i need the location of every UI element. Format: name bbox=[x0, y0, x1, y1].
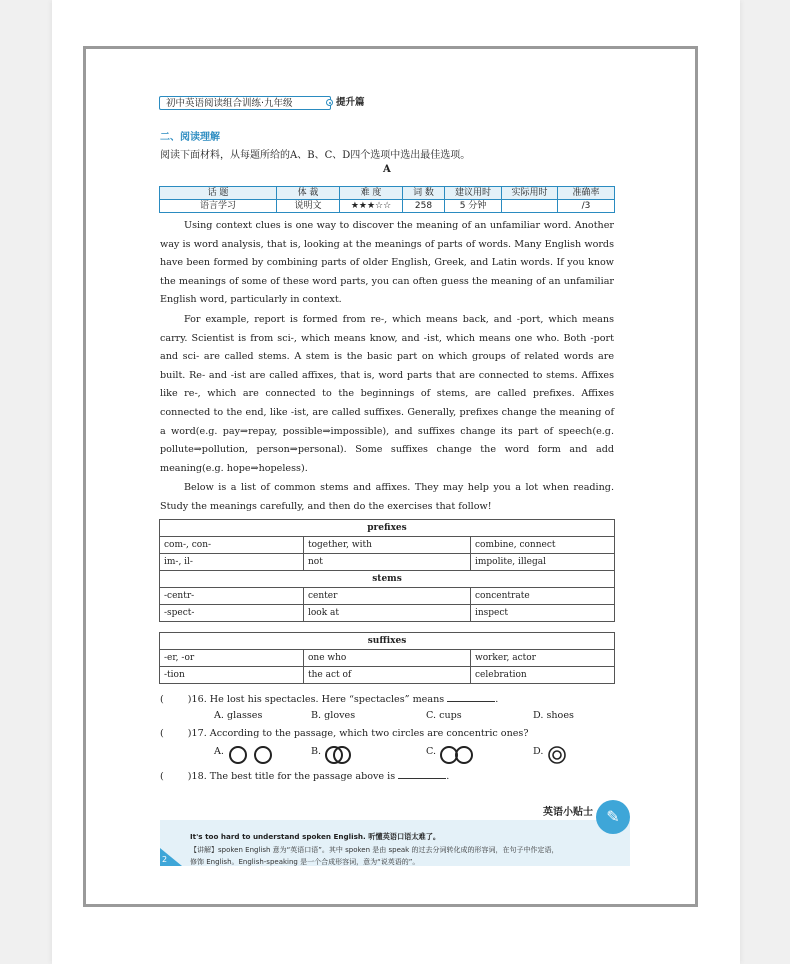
question-text: 18. The best title for the passage above is bbox=[191, 771, 396, 782]
question-16 bbox=[160, 692, 498, 705]
page-number: 2 bbox=[162, 855, 168, 864]
concentric-circles-icon bbox=[547, 745, 567, 765]
table-cell: impolite, illegal bbox=[471, 554, 615, 571]
table-cell: concentrate bbox=[471, 588, 615, 605]
info-value: /3 bbox=[558, 200, 615, 213]
answer-bracket-open[interactable]: ( bbox=[160, 728, 164, 739]
info-header: 难 度 bbox=[340, 187, 403, 200]
stems-title: stems bbox=[160, 571, 615, 588]
level-label: 提升篇 bbox=[336, 97, 365, 108]
touching-circles-icon bbox=[439, 745, 475, 765]
question-text: 16. He lost his spectacles. Here “spectacles” means bbox=[191, 694, 445, 705]
answer-blank[interactable] bbox=[398, 769, 446, 779]
question-end: . bbox=[446, 771, 450, 782]
option-d[interactable]: D. shoes bbox=[533, 710, 574, 721]
info-table bbox=[159, 186, 615, 213]
question-17 bbox=[160, 728, 529, 739]
option-d[interactable]: D. bbox=[533, 746, 544, 757]
table-cell: -er, -or bbox=[160, 650, 304, 667]
answer-bracket-open[interactable]: ( bbox=[160, 694, 164, 705]
info-header: 词 数 bbox=[403, 187, 445, 200]
header-dot-icon bbox=[326, 99, 333, 106]
passage-label: A bbox=[383, 164, 391, 175]
question-text: 17. According to the passage, which two circles are concentric ones? bbox=[191, 728, 529, 739]
info-header: 话 题 bbox=[160, 187, 277, 200]
paragraph-3: Below is a list of common stems and affixes. They may help you a lot when reading. Study the meanings carefully, and then do the exercises that follow! bbox=[160, 482, 614, 512]
option-a[interactable]: A. bbox=[214, 746, 224, 757]
suffix-table bbox=[159, 632, 615, 684]
info-header: 准确率 bbox=[558, 187, 615, 200]
table-cell: celebration bbox=[471, 667, 615, 684]
answer-bracket-close: ) bbox=[187, 728, 192, 739]
paragraph-1: Using context clues is one way to discover the meaning of an unfamiliar word. Another way is word analysis, that is, looking at the meanings of parts of words. Many English words have been formed by combining parts of older English, Greek, and Latin words. If you know the meanings of some of these word parts, you can often guess the meaning of an unfamiliar English word, particularly in context. bbox=[160, 220, 614, 306]
info-header: 建议用时 bbox=[445, 187, 502, 200]
option-b[interactable]: B. bbox=[311, 746, 322, 757]
info-value: 5 分钟 bbox=[445, 200, 502, 213]
table-cell: -spect- bbox=[160, 605, 304, 622]
info-value bbox=[502, 200, 558, 213]
table-cell: together, with bbox=[304, 537, 471, 554]
table-cell: inspect bbox=[471, 605, 615, 622]
table-cell: -tion bbox=[160, 667, 304, 684]
option-b[interactable]: B. gloves bbox=[311, 710, 356, 721]
difficulty-stars: ★★★☆☆ bbox=[340, 200, 403, 213]
table-cell: look at bbox=[304, 605, 471, 622]
overlapping-circles-icon bbox=[324, 745, 354, 765]
tip-title: 英语小贴士 bbox=[543, 807, 593, 818]
answer-bracket-close: ) bbox=[187, 694, 192, 705]
table-cell: one who bbox=[304, 650, 471, 667]
book-title: 初中英语阅读组合训练·九年级 bbox=[159, 96, 331, 110]
prefixes-title: prefixes bbox=[160, 520, 615, 537]
table-cell: com-, con- bbox=[160, 537, 304, 554]
question-18 bbox=[160, 769, 449, 782]
table-cell: im-, il- bbox=[160, 554, 304, 571]
answer-bracket-open[interactable]: ( bbox=[160, 771, 164, 782]
table-cell: -centr- bbox=[160, 588, 304, 605]
suffixes-title: suffixes bbox=[160, 633, 615, 650]
separate-circles-icon bbox=[227, 745, 275, 765]
table-cell: center bbox=[304, 588, 471, 605]
info-header: 体 裁 bbox=[277, 187, 340, 200]
instruction: 阅读下面材料，从每题所给的A、B、C、D四个选项中选出最佳选项。 bbox=[160, 150, 471, 161]
table-cell: worker, actor bbox=[471, 650, 615, 667]
section-title: 二、阅读理解 bbox=[160, 132, 220, 143]
table-cell: the act of bbox=[304, 667, 471, 684]
table-cell: combine, connect bbox=[471, 537, 615, 554]
option-c[interactable]: C. cups bbox=[426, 710, 462, 721]
prefix-stem-table bbox=[159, 519, 615, 622]
answer-bracket-close: ) bbox=[187, 771, 192, 782]
tip-explanation: 修饰 English。English-speaking 是一个合成形容词，意为“说英语的”。 bbox=[190, 858, 420, 866]
info-header: 实际用时 bbox=[502, 187, 558, 200]
option-a[interactable]: A. glasses bbox=[214, 710, 263, 721]
tip-sentence: It's too hard to understand spoken English. 听懂英语口语太难了。 bbox=[190, 832, 441, 841]
info-value: 258 bbox=[403, 200, 445, 213]
option-c[interactable]: C. bbox=[426, 746, 437, 757]
info-value: 说明文 bbox=[277, 200, 340, 213]
answer-blank[interactable] bbox=[447, 692, 495, 702]
table-cell: not bbox=[304, 554, 471, 571]
paragraph-2: For example, report is formed from re-, which means back, and -port, which means carry. Scientist is from sci-, which means know, and -ist, which means one who. Both -port and sci- are called stems. A stem is the basic part on which groups of related words are built. Re- and -ist are called affixes, that is, word parts that are connected to stems. Affixes like re-, which are connected to the beginnings of stems, are called prefixes. Affixes connected to the end, like -ist, are called suffixes. Generally, prefixes change the meaning of a word(e.g. pay⇒repay, possible⇒impossible), and suffixes change its part of speech(e.g. pollute⇒pollution, person⇒personal). Some suffixes change the word form and add meaning(e.g. hope⇒hopeless). bbox=[160, 314, 614, 474]
pencil-note-icon: ✎ bbox=[596, 800, 630, 834]
info-value: 语言学习 bbox=[160, 200, 277, 213]
question-end: . bbox=[495, 694, 499, 705]
tip-explanation: 【讲解】spoken English 意为“英语口语”。其中 spoken 是由 speak 的过去分词转化成的形容词，在句子中作定语， bbox=[190, 846, 559, 854]
